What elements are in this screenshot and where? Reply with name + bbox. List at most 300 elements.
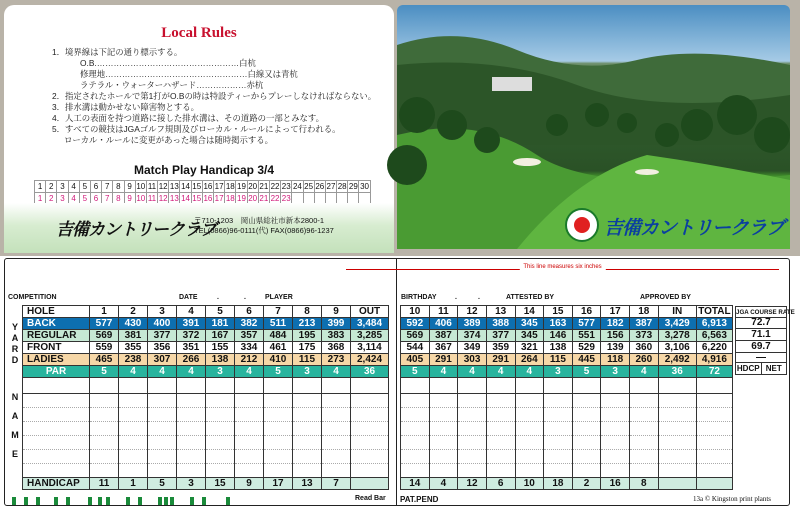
course-photo [397,5,790,249]
score-input-cell[interactable] [264,464,293,478]
score-input-cell[interactable] [235,436,264,450]
yardage-cell: 181 [206,318,235,330]
score-input-cell[interactable] [601,450,630,464]
handicap-cell: 17 [264,478,293,490]
hole-header-cell: 1 [90,306,119,318]
par-cell: 3 [206,366,235,378]
score-input-cell[interactable] [90,394,119,408]
read-bar-mark [54,497,58,505]
score-input-cell[interactable] [177,436,206,450]
score-input-cell[interactable] [458,436,487,450]
hole-header-cell: 16 [572,306,601,318]
score-input-cell[interactable] [458,394,487,408]
score-input-cell[interactable] [601,394,630,408]
yardage-cell: 213 [293,318,322,330]
yardage-cell: 461 [264,342,293,354]
yard-vertical-label [10,322,20,366]
date-dot: . [244,294,246,301]
score-input-cell[interactable] [601,436,630,450]
par-cell: 4 [486,366,515,378]
score-input-cell[interactable] [572,464,601,478]
score-input-cell[interactable] [90,422,119,436]
handicap-grid-cell: 2 [46,181,57,193]
yardage-cell: 307 [148,354,177,366]
handicap-grid-cell: 22 [270,194,280,203]
score-input-cell[interactable] [401,408,430,422]
score-input-cell[interactable] [658,450,696,464]
score-input-cell[interactable] [572,436,601,450]
score-input-cell[interactable] [544,422,573,436]
score-input-cell[interactable] [119,408,148,422]
score-input-cell[interactable] [351,422,389,436]
handicap-cell: 4 [429,478,458,490]
score-input-cell[interactable] [351,450,389,464]
score-input-cell[interactable] [148,436,177,450]
handicap-grid-cell: 19 [237,194,246,203]
yardage-cell: 291 [429,354,458,366]
score-input-cell[interactable] [658,408,696,422]
score-input-cell[interactable] [544,378,573,394]
hole-header-cell: 2 [119,306,148,318]
score-input-cell[interactable] [148,394,177,408]
score-input-cell[interactable] [515,394,544,408]
score-input-cell[interactable] [293,450,322,464]
score-input-cell[interactable] [515,436,544,450]
score-input-cell[interactable] [90,408,119,422]
score-input-cell[interactable] [23,422,90,436]
score-input-cell[interactable] [544,436,573,450]
score-input-cell[interactable] [23,464,90,478]
birthday-label: BIRTHDAY [401,294,437,301]
hole-header-cell: 17 [601,306,630,318]
hole-header-cell: HOLE [23,306,90,318]
score-input-cell[interactable] [630,394,659,408]
par-cell: 4 [177,366,206,378]
score-input-cell[interactable] [23,436,90,450]
score-input-cell[interactable] [148,422,177,436]
score-input-cell[interactable] [322,408,351,422]
handicap-cell: 3 [177,478,206,490]
score-input-cell[interactable] [293,464,322,478]
score-input-cell[interactable] [486,464,515,478]
yardage-cell: 399 [322,318,351,330]
score-input-cell[interactable] [264,394,293,408]
yardage-cell: 367 [429,342,458,354]
score-input-cell[interactable] [322,394,351,408]
score-input-cell[interactable] [206,464,235,478]
handicap-cell: 13 [293,478,322,490]
score-input-cell[interactable] [177,394,206,408]
club-logo-text: 吉備カントリークラブ [56,220,216,239]
yardage-cell: 351 [177,342,206,354]
score-input-cell[interactable] [23,378,90,394]
score-input-cell[interactable] [177,408,206,422]
yardage-cell: 383 [322,330,351,342]
score-input-cell[interactable] [486,408,515,422]
yardage-cell: 3,106 [658,342,696,354]
measure-line [340,265,785,273]
score-input-cell[interactable] [235,450,264,464]
score-input-cell[interactable] [235,408,264,422]
par-cell: 4 [322,366,351,378]
score-input-cell[interactable] [90,464,119,478]
score-input-cell[interactable] [235,394,264,408]
score-input-cell[interactable] [458,464,487,478]
score-input-cell[interactable] [322,450,351,464]
score-input-cell[interactable] [293,378,322,394]
score-input-cell[interactable] [148,450,177,464]
score-input-cell[interactable] [572,408,601,422]
yardage-cell: 2,424 [351,354,389,366]
handicap-cell: 14 [401,478,430,490]
score-input-cell[interactable] [119,394,148,408]
back-nine-table [400,305,733,490]
score-input-cell[interactable] [264,436,293,450]
yardage-cell: 195 [293,330,322,342]
score-input-cell[interactable] [148,464,177,478]
handicap-grid-cell: 28 [337,182,347,191]
date-label: DATE [179,294,198,301]
score-input-cell[interactable] [119,378,148,394]
score-input-cell[interactable] [322,436,351,450]
handicap-grid-cell: 5 [79,193,90,205]
score-input-cell[interactable] [90,450,119,464]
yardage-cell: 349 [458,342,487,354]
score-input-cell[interactable] [119,464,148,478]
handicap-grid-cell: 1 [35,181,46,193]
score-input-cell[interactable] [235,378,264,394]
yardage-cell: 4,916 [696,354,732,366]
hole-header-cell: 3 [148,306,177,318]
yardage-cell: 3,278 [658,330,696,342]
handicap-grid-cell: 4 [68,181,79,193]
score-input-cell[interactable] [401,436,430,450]
yardage-cell: 551 [572,330,601,342]
handicap-grid-cell: 17 [214,182,224,191]
local-rules-title: Local Rules [161,25,237,41]
score-input-cell[interactable] [429,408,458,422]
yardage-cell: 139 [601,342,630,354]
handicap-grid-cell: 1 [35,193,46,205]
score-input-cell[interactable] [177,464,206,478]
score-input-cell[interactable] [572,422,601,436]
score-input-cell[interactable] [696,394,732,408]
score-input-cell[interactable] [486,394,515,408]
par-cell: 4 [235,366,264,378]
score-input-cell[interactable] [696,464,732,478]
par-cell: 4 [630,366,659,378]
read-bar-label: Read Bar [355,495,386,502]
handicap-grid-cell: 10 [136,182,146,191]
score-input-cell[interactable] [630,378,659,394]
score-input-cell[interactable] [544,450,573,464]
score-input-cell[interactable] [351,436,389,450]
handicap-cell: 18 [544,478,573,490]
score-input-cell[interactable] [119,422,148,436]
score-input-cell[interactable] [119,450,148,464]
yardage-cell: 321 [515,342,544,354]
handicap-cell: 10 [515,478,544,490]
score-input-cell[interactable] [206,378,235,394]
yardage-cell: 303 [458,354,487,366]
score-input-cell[interactable] [429,436,458,450]
score-input-cell[interactable] [458,422,487,436]
handicap-grid-cell: 8 [113,181,124,193]
score-input-cell[interactable] [486,450,515,464]
score-input-cell[interactable] [630,422,659,436]
score-input-cell[interactable] [293,408,322,422]
handicap-grid-cell: 5 [79,181,90,193]
score-input-cell[interactable] [148,408,177,422]
score-input-cell[interactable] [696,436,732,450]
score-input-cell[interactable] [293,436,322,450]
score-input-cell[interactable] [322,464,351,478]
score-input-cell[interactable] [351,378,389,394]
par-cell: 3 [544,366,573,378]
measure-text: This line measures six inches [519,264,605,270]
score-input-cell[interactable] [401,394,430,408]
read-bar-mark [226,497,230,505]
par-cell: 5 [264,366,293,378]
score-input-cell[interactable] [206,422,235,436]
score-input-cell[interactable] [401,464,430,478]
read-bar-mark [170,497,174,505]
score-input-cell[interactable] [696,450,732,464]
yardage-cell: 559 [90,342,119,354]
yardage-cell: 146 [544,330,573,342]
handicap-cell: HANDICAP [23,478,90,490]
score-input-cell[interactable] [601,408,630,422]
handicap-cell: 2 [572,478,601,490]
score-input-cell[interactable] [658,394,696,408]
score-input-cell[interactable] [351,408,389,422]
score-input-cell[interactable] [351,394,389,408]
score-input-cell[interactable] [351,464,389,478]
score-input-cell[interactable] [401,378,430,394]
rule-line: O.B.……………………………………………白杭 [80,58,256,68]
score-input-cell[interactable] [544,394,573,408]
printer-credit: 13a © Kingston print plants [693,495,772,503]
yardage-cell: 381 [119,330,148,342]
yardage-cell: 592 [401,318,430,330]
birthday-dot: . [455,294,457,301]
score-input-cell[interactable] [90,436,119,450]
read-bar-mark [190,497,194,505]
handicap-cell: 8 [630,478,659,490]
score-input-cell[interactable] [264,422,293,436]
score-input-cell[interactable] [458,450,487,464]
club-postal: 〒710-1203 岡山県総社市新本2800-1 [194,216,325,225]
score-input-cell[interactable] [322,378,351,394]
score-input-cell[interactable] [630,450,659,464]
hole-header-cell: 12 [458,306,487,318]
score-input-cell[interactable] [696,408,732,422]
center-divider [396,258,397,506]
score-input-cell[interactable] [544,408,573,422]
yardage-cell: 345 [515,318,544,330]
yardage-cell: 529 [572,342,601,354]
score-input-cell[interactable] [23,394,90,408]
par-cell: 3 [601,366,630,378]
pat-pend-label: PAT.PEND [400,495,439,504]
yardage-cell: 2,492 [658,354,696,366]
score-input-cell[interactable] [90,378,119,394]
handicap-grid-cell: 12 [158,194,168,203]
yardage-cell: 359 [486,342,515,354]
score-input-cell[interactable] [322,422,351,436]
score-input-cell[interactable] [572,394,601,408]
score-input-cell[interactable] [206,408,235,422]
score-input-cell[interactable] [486,422,515,436]
score-input-cell[interactable] [572,378,601,394]
hole-header-cell: OUT [351,306,389,318]
handicap-cell [658,478,696,490]
score-input-cell[interactable] [148,378,177,394]
score-input-cell[interactable] [429,450,458,464]
yardage-cell: 360 [630,342,659,354]
yardage-cell: 357 [235,330,264,342]
score-input-cell[interactable] [119,436,148,450]
score-input-cell[interactable] [515,378,544,394]
score-input-cell[interactable] [458,408,487,422]
handicap-grid-cell: 21 [259,194,269,203]
course-rate-back: 72.7 [735,317,787,329]
read-bar-mark [164,497,168,505]
handicap-grid-cell: 20 [248,194,258,203]
score-input-cell[interactable] [293,422,322,436]
read-bar-mark [98,497,102,505]
yardage-cell: 569 [401,330,430,342]
score-input-cell[interactable] [177,378,206,394]
handicap-grid-cell: 12 [158,182,168,191]
score-input-cell[interactable] [177,422,206,436]
score-input-cell[interactable] [696,422,732,436]
score-input-cell[interactable] [23,408,90,422]
course-rate-ladies: — [735,353,787,363]
yardage-cell: 238 [119,354,148,366]
club-address [194,216,334,236]
score-input-cell[interactable] [401,422,430,436]
score-input-cell[interactable] [235,464,264,478]
handicap-grid-cell: 7 [102,181,113,193]
score-input-cell[interactable] [486,378,515,394]
jga-course-rate-header: JGA COURSE RATE [735,306,787,318]
yardage-cell: 544 [401,342,430,354]
handicap-grid-cell: 21 [259,182,269,191]
yardage-cell: 6,563 [696,330,732,342]
par-cell: 5 [401,366,430,378]
score-input-cell[interactable] [515,408,544,422]
score-input-cell[interactable] [206,394,235,408]
yardage-cell: 374 [458,330,487,342]
club-logo-text-photo: 吉備カントリークラブ [604,218,785,239]
score-input-cell[interactable] [630,436,659,450]
score-input-cell[interactable] [486,436,515,450]
match-play-grid [34,180,371,205]
yardage-cell: 175 [293,342,322,354]
score-input-cell[interactable] [206,436,235,450]
yardage-cell: 356 [148,342,177,354]
score-input-cell[interactable] [235,422,264,436]
yardage-cell: 3,285 [351,330,389,342]
score-input-cell[interactable] [23,450,90,464]
score-input-cell[interactable] [429,394,458,408]
course-rate-regular: 71.1 [735,329,787,341]
score-input-cell[interactable] [658,378,696,394]
score-input-cell[interactable] [401,450,430,464]
name-letter: E [11,449,18,459]
read-bar-mark [202,497,206,505]
handicap-grid-cell: 22 [270,182,280,191]
score-input-cell[interactable] [658,464,696,478]
handicap-grid-cell: 6 [90,181,101,193]
yardage-cell: 118 [601,354,630,366]
hole-header-cell: 18 [630,306,659,318]
score-input-cell[interactable] [293,394,322,408]
score-input-cell[interactable] [458,378,487,394]
handicap-grid-cell: 26 [315,182,325,191]
score-input-cell[interactable] [429,464,458,478]
score-input-cell[interactable] [206,450,235,464]
yardage-cell: 273 [322,354,351,366]
hole-header-cell: 6 [235,306,264,318]
score-input-cell[interactable] [429,378,458,394]
handicap-cell: 1 [119,478,148,490]
rule-line: ラテラル・ウォーターハザード………………赤杭 [80,80,264,90]
score-input-cell[interactable] [630,464,659,478]
yardage-cell: 387 [429,330,458,342]
yardage-cell: 465 [90,354,119,366]
score-input-cell[interactable] [658,422,696,436]
yardage-cell: 389 [458,318,487,330]
score-input-cell[interactable] [601,464,630,478]
score-input-cell[interactable] [515,422,544,436]
score-input-cell[interactable] [696,378,732,394]
par-cell: 4 [119,366,148,378]
handicap-cell: 15 [206,478,235,490]
local-rules-panel [4,5,394,249]
yardage-cell: 291 [486,354,515,366]
yardage-cell: 6,913 [696,318,732,330]
score-input-cell[interactable] [515,464,544,478]
par-cell: 5 [572,366,601,378]
score-input-cell[interactable] [572,450,601,464]
handicap-grid-cell: 7 [102,193,113,205]
yardage-cell: 569 [90,330,119,342]
score-input-cell[interactable] [601,422,630,436]
handicap-grid-cell: 19 [237,182,246,191]
score-input-cell[interactable] [601,378,630,394]
yard-letter: R [11,344,19,354]
score-input-cell[interactable] [264,408,293,422]
hdcp-net-box [735,362,787,375]
handicap-grid-cell: 3 [57,193,68,205]
par-cell: 72 [696,366,732,378]
hole-header-cell: 15 [544,306,573,318]
date-dot: . [217,294,219,301]
handicap-grid-cell: 24 [292,182,302,191]
score-input-cell[interactable] [264,450,293,464]
score-input-cell[interactable] [515,450,544,464]
score-input-cell[interactable] [264,378,293,394]
competition-label: COMPETITION [8,294,57,301]
score-input-cell[interactable] [658,436,696,450]
score-input-cell[interactable] [630,408,659,422]
score-input-cell[interactable] [429,422,458,436]
yardage-cell: 484 [264,330,293,342]
score-input-cell[interactable] [544,464,573,478]
score-input-cell[interactable] [177,450,206,464]
